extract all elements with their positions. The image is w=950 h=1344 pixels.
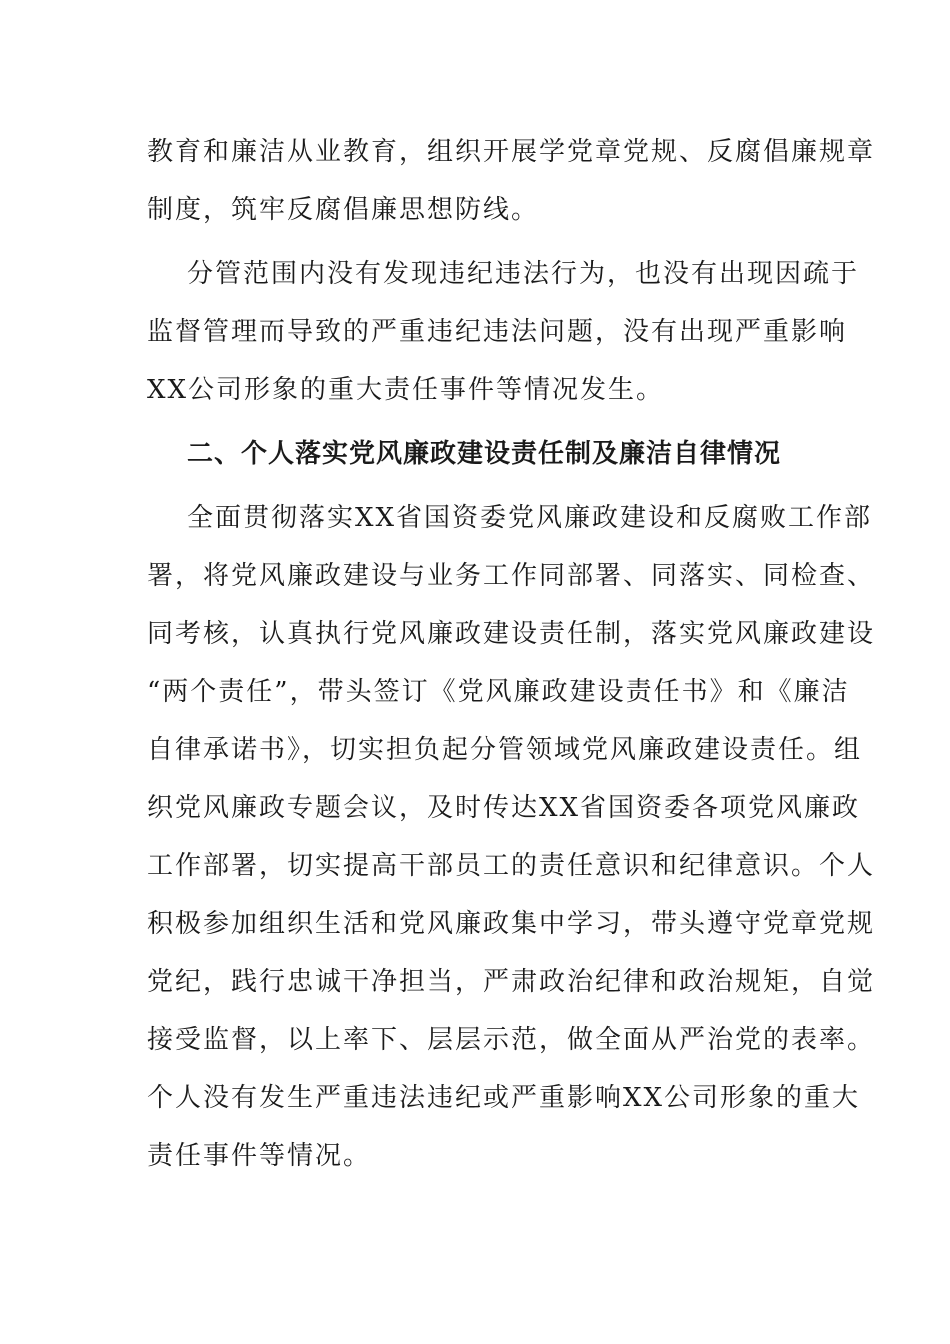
text-line: 教育和廉洁从业教育，组织开展学党章党规、反腐倡廉规章	[147, 137, 876, 167]
text-line: 全面贯彻落实XX省国资委党风廉政建设和反腐败工作部	[187, 503, 873, 533]
text-line: 监督管理而导致的严重违纪违法问题，没有出现严重影响	[147, 317, 848, 347]
text-line: 分管范围内没有发现违纪违法行为，也没有出现因疏于	[187, 259, 860, 289]
section-heading-text: 二、个人落实党风廉政建设责任制及廉洁自律情况	[187, 439, 782, 469]
text-line: 积极参加组织生活和党风廉政集中学习，带头遵守党章党规	[147, 909, 876, 939]
text-line: 署，将党风廉政建设与业务工作同部署、同落实、同检查、	[147, 561, 876, 591]
text-line: 工作部署，切实提高干部员工的责任意识和纪律意识。个人	[147, 851, 876, 881]
text-line: “两个责任”，带头签订《党风廉政建设责任书》和《廉洁	[147, 677, 850, 707]
text-line: 责任事件等情况。	[147, 1141, 372, 1171]
text-line: 制度，筑牢反腐倡廉思想防线。	[147, 195, 540, 225]
section-heading	[147, 425, 807, 483]
text-line: 个人没有发生严重违法违纪或严重影响XX公司形象的重大	[147, 1083, 861, 1113]
text-line: 自律承诺书》，切实担负起分管领域党风廉政建设责任。组	[147, 735, 863, 765]
text-line: 织党风廉政专题会议，及时传达XX省国资委各项党风廉政	[147, 793, 861, 823]
document-page	[147, 123, 876, 1185]
text-line: 同考核，认真执行党风廉政建设责任制，落实党风廉政建设	[147, 619, 876, 649]
paragraph-no-violations	[147, 245, 860, 419]
text-line: 党纪，践行忠诚干净担当，严肃政治纪律和政治规矩，自觉	[147, 967, 876, 997]
text-line: 接受监督，以上率下、层层示范，做全面从严治党的表率。	[147, 1025, 876, 1055]
paragraph-education	[147, 123, 876, 239]
text-line: XX公司形象的重大责任事件等情况发生。	[147, 375, 665, 405]
paragraph-implementation	[147, 489, 876, 1185]
